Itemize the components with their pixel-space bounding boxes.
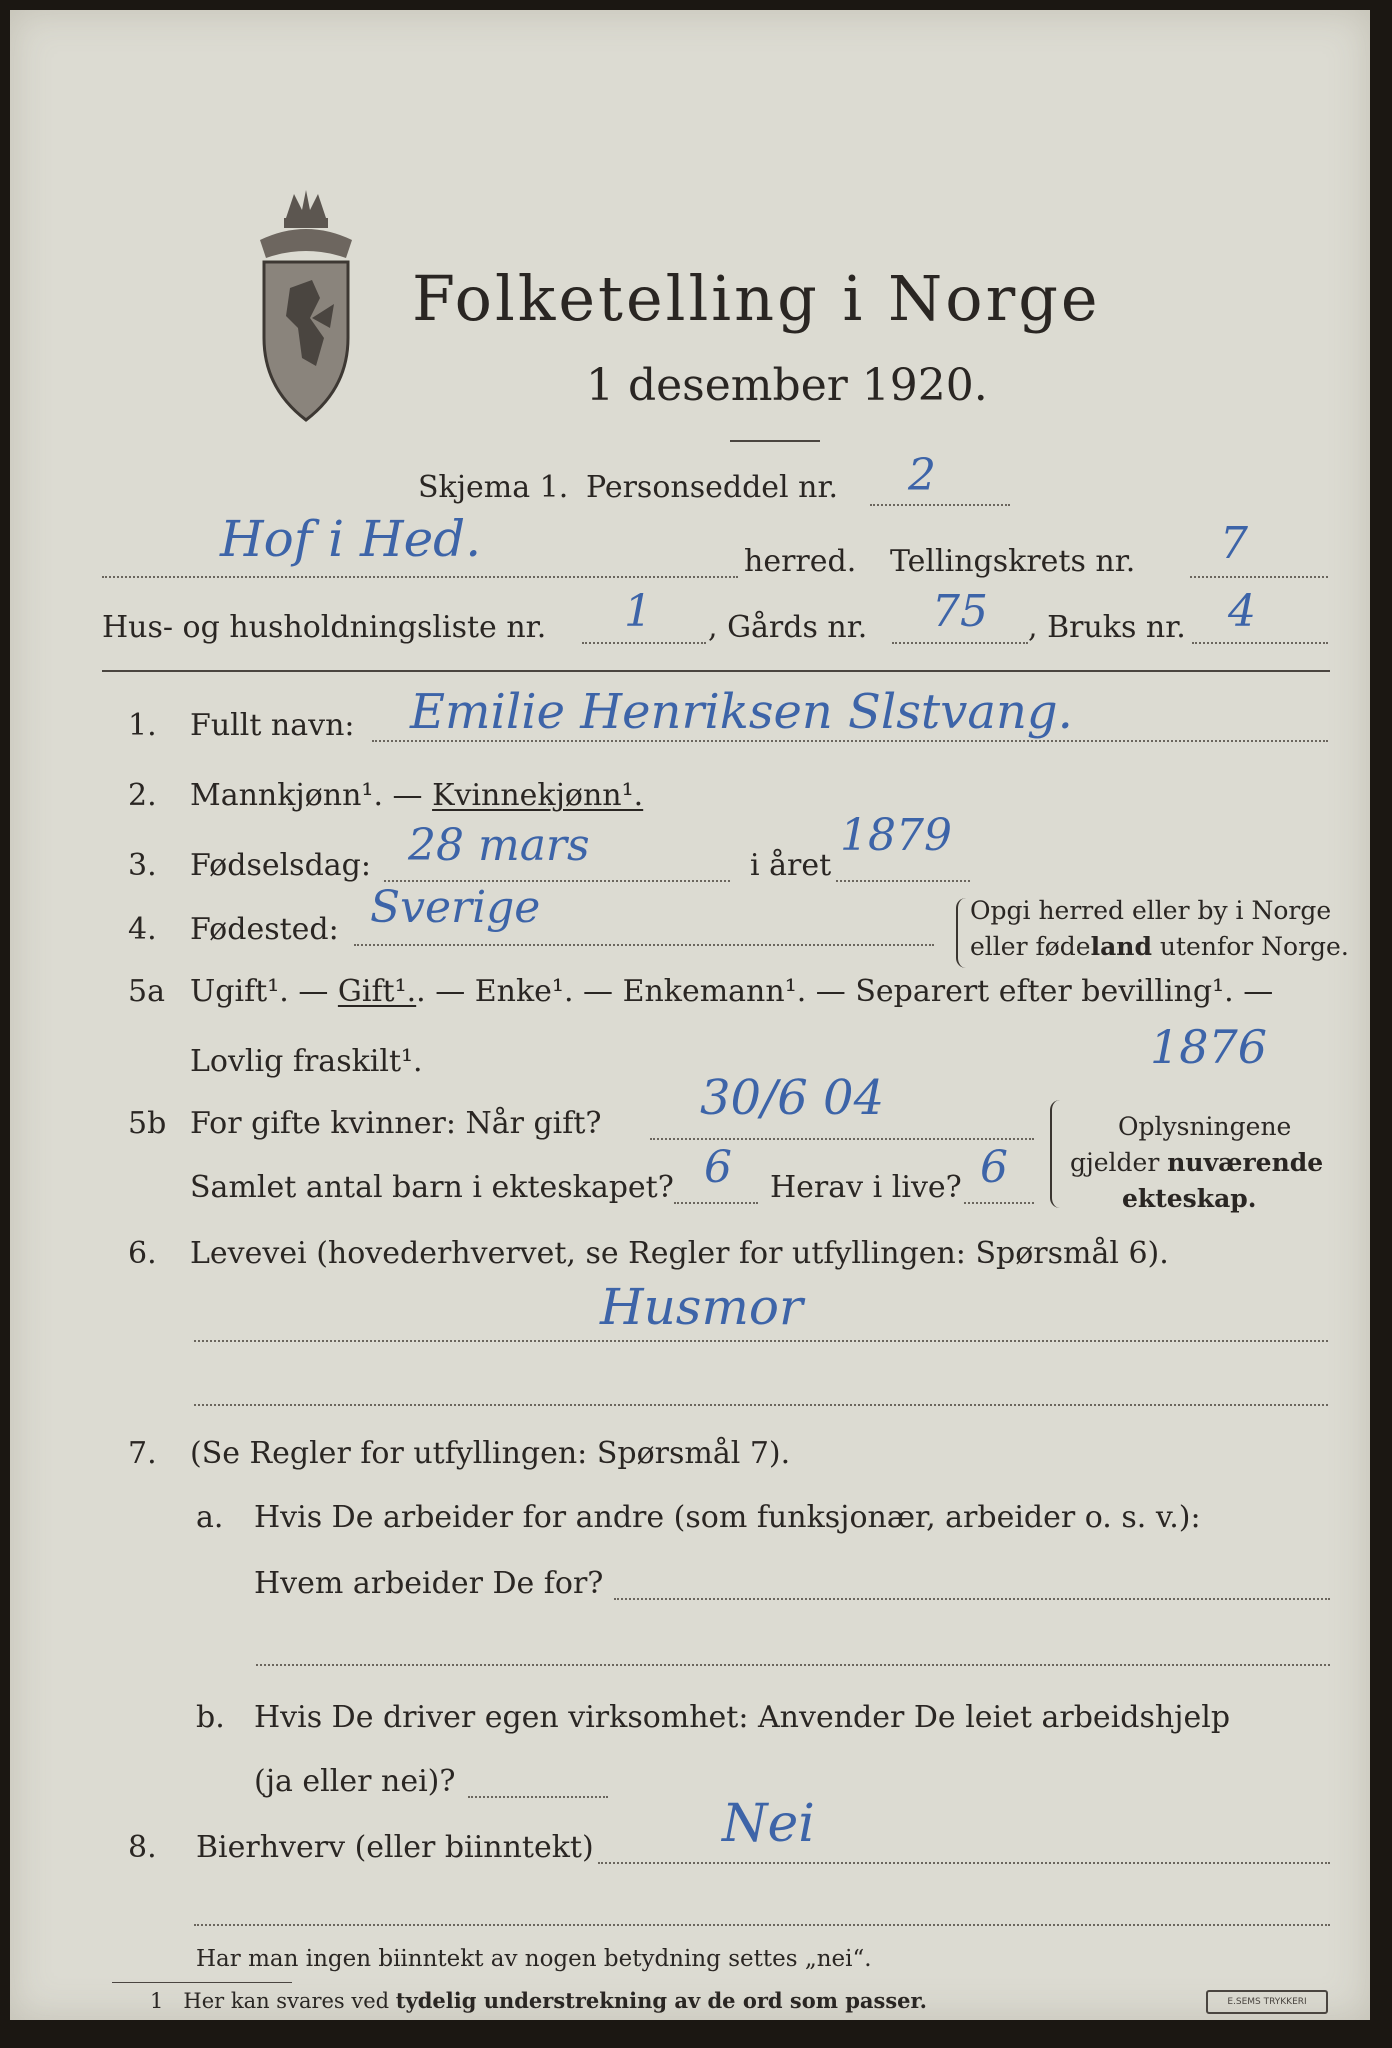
q5b-alive-label: Herav i live?: [770, 1170, 962, 1205]
tellingskrets-value: 7: [1220, 518, 1248, 569]
hus-value: 1: [624, 586, 652, 637]
footnote-divider: [112, 1982, 292, 1983]
q5b-note-brace: [1050, 1100, 1064, 1208]
coat-of-arms-icon: [250, 188, 362, 432]
marriage-date-value: 30/6 04: [700, 1070, 885, 1126]
q2-gender-options: [190, 778, 643, 813]
q5b-number: 5b: [128, 1106, 167, 1141]
q1-label: Fullt navn:: [190, 708, 355, 743]
hus-field-line: [582, 642, 706, 644]
marital-ugift-option: Ugift¹.: [190, 974, 289, 1009]
q5b-note-line3: ekteskap.: [1122, 1184, 1257, 1213]
gards-label: , Gårds nr.: [708, 610, 868, 645]
q7-number: 7.: [128, 1436, 157, 1471]
bruks-value: 4: [1228, 586, 1256, 637]
bruks-label: , Bruks nr.: [1028, 610, 1186, 645]
q1-field-line: [372, 740, 1328, 742]
gender-male-option: Mannkjønn¹.: [190, 778, 383, 813]
no-income-note: Har man ingen biinntekt av nogen betydning settes „nei“.: [196, 1946, 872, 1972]
q2-number: 2.: [128, 778, 157, 813]
q5a-marital-options: Ugift¹. — Gift¹.. — Enke¹. — Enkemann¹. — Separert efter bevilling¹. —: [190, 974, 1274, 1009]
form-date: 1 desember 1920.: [586, 360, 988, 411]
schema-label: Skjema 1.: [418, 470, 569, 505]
q6-label: Levevei (hovederhvervet, se Regler for utfyllingen: Spørsmål 6).: [190, 1236, 1169, 1271]
occupation-value: Husmor: [600, 1278, 803, 1336]
personseddel-field-line: [870, 504, 1010, 506]
q8-number: 8.: [128, 1830, 157, 1865]
q8-label: Bierhverv (eller biinntekt): [196, 1830, 594, 1865]
herred-value: Hof i Hed.: [220, 510, 482, 568]
q4-note-brace: [956, 898, 968, 968]
marital-other-options: . — Enke¹. — Enkemann¹. — Separert efter bevilling¹. —: [416, 974, 1274, 1009]
bruks-field-line: [1192, 642, 1328, 644]
q5b-note-line2: gjelder nuværende: [1070, 1148, 1324, 1177]
gards-value: 75: [932, 586, 988, 637]
q7a-label: Hvis De arbeider for andre (som funksjonær, arbeider o. s. v.):: [254, 1500, 1201, 1535]
q5b-field-line: [650, 1138, 1034, 1140]
q7b-label: Hvis De driver egen virksomhet: Anvender De leiet arbeidshjelp: [254, 1700, 1231, 1735]
q6-number: 6.: [128, 1236, 157, 1271]
birthday-value: 28 mars: [408, 820, 590, 871]
census-form-sheet: [10, 10, 1370, 2020]
marital-gift-option: Gift¹.: [337, 974, 417, 1009]
q7b-letter: b.: [196, 1700, 225, 1735]
form-title: Folketelling i Norge: [412, 262, 1101, 335]
full-name-value: Emilie Henriksen Slstvang.: [410, 684, 1073, 740]
tellingskrets-field-line: [1190, 576, 1328, 578]
side-income-value: Nei: [722, 1794, 815, 1854]
footnote-mark: 1: [150, 1989, 164, 2013]
q5a-margin-note: 1876: [1150, 1020, 1268, 1074]
herred-field-line: [102, 576, 738, 578]
q4-field-line: [354, 944, 934, 946]
personseddel-value: 2: [908, 450, 936, 501]
q5b-label: For gifte kvinner: Når gift?: [190, 1106, 602, 1141]
printer-stamp: E.SEMS TRYKKERI: [1206, 1990, 1328, 2014]
q7-label: (Se Regler for utfyllingen: Spørsmål 7).: [190, 1436, 791, 1471]
footnote-text: Her kan svares ved: [183, 1989, 396, 2013]
q6-field-line-1: [194, 1340, 1328, 1342]
q3-number: 3.: [128, 848, 157, 883]
q4-number: 4.: [128, 912, 157, 947]
q5b-children-label: Samlet antal barn i ekteskapet?: [190, 1170, 674, 1205]
q4-note-line1: Opgi herred eller by i Norge: [970, 896, 1332, 925]
herred-label: herred.: [744, 544, 857, 579]
q7a-sub-label: Hvem arbeider De for?: [254, 1566, 604, 1601]
footnote: [150, 1988, 927, 2013]
q4-label: Fødested:: [190, 912, 339, 947]
personseddel-label: Personseddel nr.: [586, 470, 839, 505]
birthplace-value: Sverige: [370, 882, 541, 933]
footnote-text-bold: tydelig understrekning av de ord som passer.: [395, 1988, 927, 2013]
q7b-field-line: [468, 1796, 608, 1798]
gards-field-line: [892, 642, 1028, 644]
header-divider: [102, 670, 1330, 672]
tellingskrets-label: Tellingskrets nr.: [890, 544, 1136, 579]
children-count-value: 6: [704, 1142, 732, 1193]
q3-year-label: i året: [750, 848, 832, 883]
q5b-children-field-line: [674, 1202, 758, 1204]
q7a-letter: a.: [196, 1500, 224, 1535]
title-divider: [730, 440, 820, 442]
q3-label: Fødselsdag:: [190, 848, 371, 883]
q8-field-line-2: [194, 1924, 1330, 1926]
q5a-line2: Lovlig fraskilt¹.: [190, 1044, 423, 1079]
q7b-sub-label: (ja eller nei)?: [254, 1764, 456, 1799]
q1-number: 1.: [128, 708, 157, 743]
q7a-field-line-2: [256, 1664, 1330, 1666]
q8-field-line: [598, 1862, 1330, 1864]
gender-female-option: Kvinnekjønn¹.: [432, 778, 644, 813]
q5b-alive-field-line: [964, 1202, 1034, 1204]
q4-note-line2: eller fødeland utenfor Norge.: [970, 932, 1349, 961]
q7a-field-line-1: [614, 1598, 1330, 1600]
q5b-note-line1: Oplysningene: [1118, 1112, 1292, 1141]
gender-separator: —: [383, 778, 433, 813]
hus-label: Hus- og husholdningsliste nr.: [102, 610, 547, 645]
children-alive-value: 6: [980, 1142, 1008, 1193]
birth-year-value: 1879: [840, 810, 952, 861]
q5a-number: 5a: [128, 974, 165, 1009]
q6-field-line-2: [194, 1404, 1328, 1406]
q3-year-field-line: [836, 880, 970, 882]
